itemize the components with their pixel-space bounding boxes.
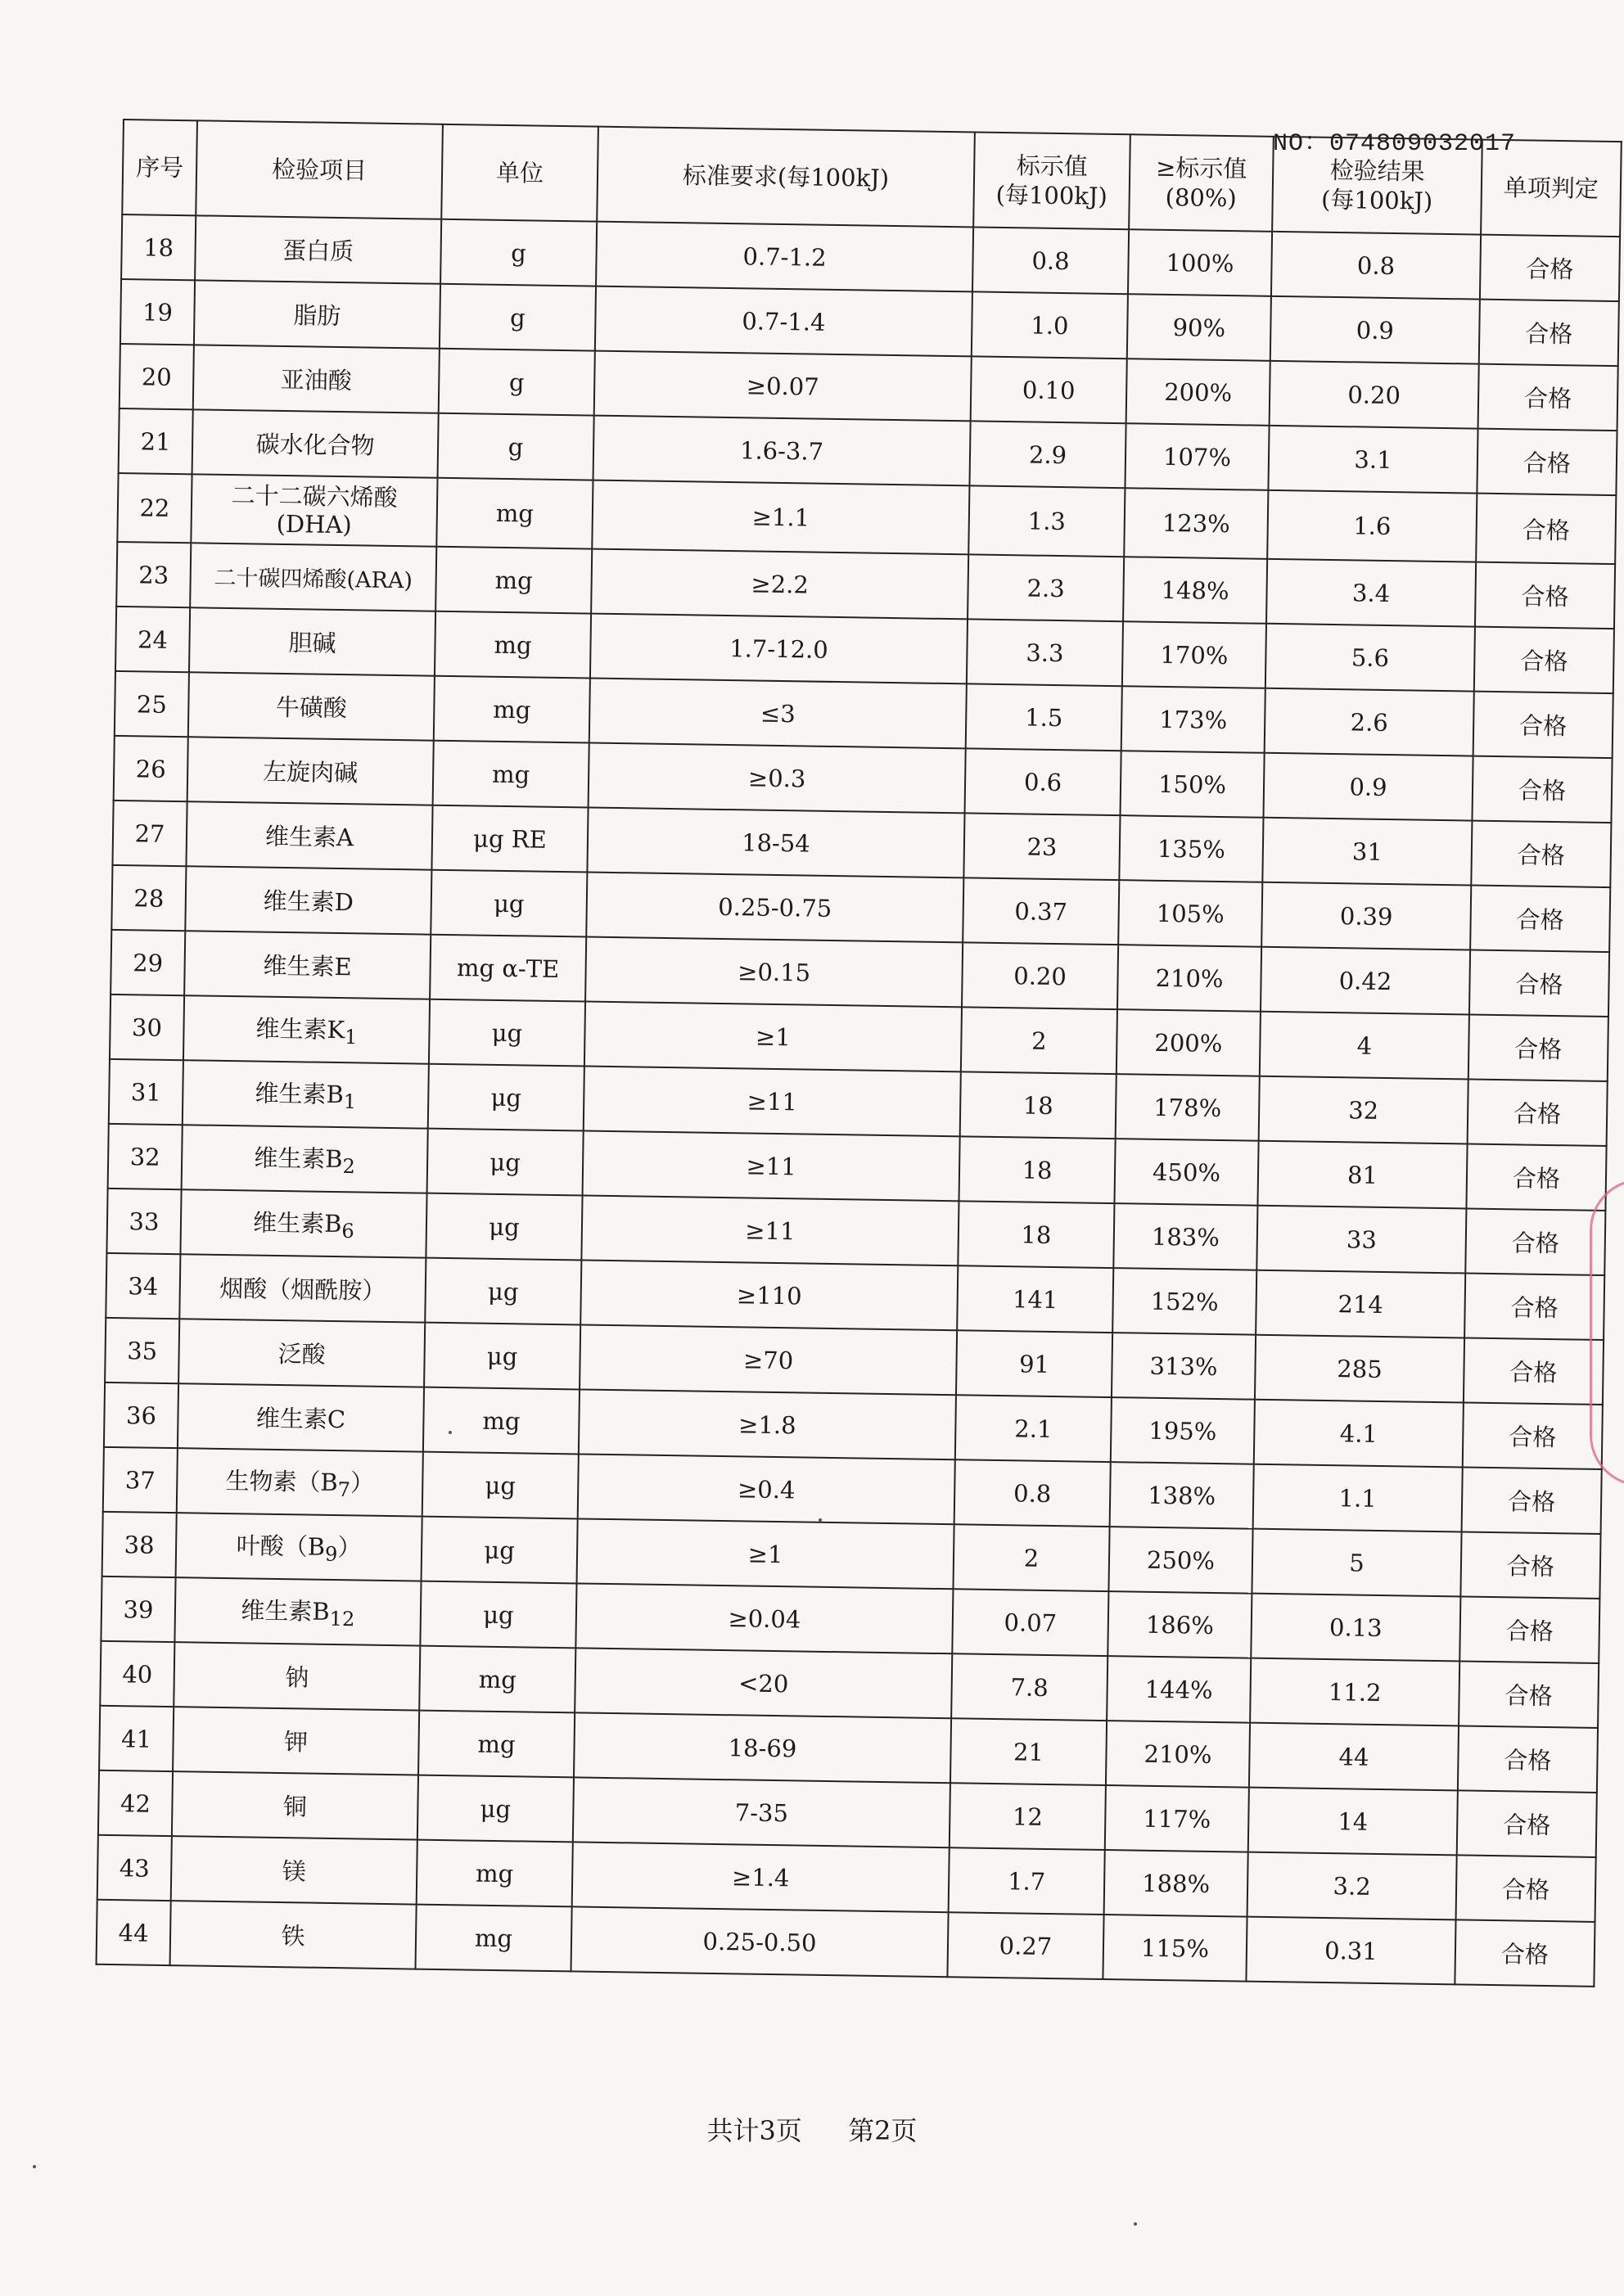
cell-unit: μg [417, 1775, 574, 1843]
cell-result: 81 [1257, 1141, 1467, 1209]
cell-seq: 34 [106, 1253, 180, 1319]
cell-requirement: <20 [575, 1648, 952, 1718]
cell-result: 0.13 [1251, 1594, 1460, 1662]
cell-label-value: 0.10 [971, 356, 1127, 423]
cell-item: 牛磺酸 [188, 672, 435, 740]
cell-result: 214 [1256, 1270, 1465, 1338]
cell-item-tail: ） [350, 1468, 375, 1497]
cell-judgement: 合格 [1455, 1919, 1595, 1987]
cell-requirement: 18-54 [587, 808, 964, 878]
cell-label-value: 91 [956, 1330, 1112, 1397]
cell-item [191, 474, 437, 546]
cell-item [182, 1125, 428, 1193]
cell-seq: 20 [120, 344, 194, 409]
cell-judgement: 合格 [1476, 494, 1616, 565]
cell-requirement: ≥0.15 [585, 937, 963, 1008]
cell-item [176, 1513, 422, 1581]
cell-judgement: 合格 [1477, 429, 1617, 496]
cell-result: 1.6 [1267, 490, 1477, 562]
cell-ratio: 152% [1112, 1268, 1256, 1335]
scan-speck [1134, 2222, 1137, 2226]
cell-item-text: 维生素B [241, 1596, 331, 1626]
header-ratio-line2: (80%) [1165, 183, 1238, 213]
header-judgement: 单项判定 [1481, 140, 1622, 237]
header-requirement: 标准要求(每100kJ) [597, 127, 975, 228]
cell-requirement: ≥0.4 [578, 1454, 955, 1524]
cell-label-value: 141 [957, 1265, 1113, 1333]
cell-result: 0.20 [1270, 361, 1479, 429]
cell-judgement: 合格 [1456, 1855, 1596, 1922]
cell-requirement: ≥110 [580, 1260, 958, 1330]
cell-judgement: 合格 [1460, 1531, 1600, 1599]
red-seal-stamp-edge [1590, 1179, 1624, 1486]
cell-ratio: 210% [1106, 1721, 1250, 1788]
cell-seq: 32 [108, 1124, 183, 1189]
cell-ratio: 135% [1119, 815, 1263, 882]
inspection-table [96, 119, 1622, 1987]
cell-label-value: 23 [963, 813, 1120, 880]
cell-item: 烟酸（烟酰胺） [179, 1254, 426, 1322]
cell-label-value: 0.8 [972, 227, 1129, 294]
cell-seq: 40 [100, 1641, 174, 1707]
cell-label-value: 2.3 [968, 554, 1124, 621]
cell-label-value: 12 [950, 1783, 1106, 1850]
cell-item-subscript: 1 [343, 1090, 357, 1114]
cell-unit: μg [429, 999, 585, 1067]
cell-result: 3.1 [1268, 426, 1477, 494]
cell-seq: 31 [109, 1059, 183, 1125]
cell-ratio: 144% [1107, 1656, 1251, 1723]
cell-result: 0.42 [1261, 947, 1470, 1015]
cell-label-value: 0.37 [963, 877, 1119, 945]
cell-item-text: 维生素B [255, 1079, 345, 1109]
cell-unit: μg [427, 1129, 584, 1196]
cell-item: 铁 [170, 1901, 417, 1969]
cell-seq: 26 [114, 736, 188, 801]
cell-label-value: 2 [961, 1007, 1117, 1074]
cell-unit: mg [435, 547, 592, 614]
cell-requirement: ≤3 [589, 679, 967, 749]
cell-label-value: 18 [960, 1071, 1116, 1139]
cell-result: 33 [1256, 1206, 1466, 1274]
cell-ratio: 115% [1103, 1915, 1247, 1982]
cell-seq: 24 [115, 607, 190, 672]
cell-ratio: 186% [1107, 1591, 1252, 1658]
header-unit: 单位 [441, 124, 598, 222]
cell-seq: 33 [106, 1189, 181, 1254]
cell-result: 4.1 [1254, 1400, 1464, 1468]
cell-unit: mg [418, 1711, 575, 1778]
cell-ratio: 90% [1127, 294, 1271, 361]
cell-item-subscript: 9 [324, 1542, 338, 1566]
cell-judgement: 合格 [1470, 886, 1610, 953]
cell-item: 亚油酸 [193, 345, 440, 413]
cell-ratio: 200% [1126, 359, 1270, 426]
cell-ratio: 173% [1121, 686, 1265, 753]
cell-unit: μg [422, 1517, 578, 1584]
cell-seq: 44 [97, 1900, 171, 1965]
scan-speck [449, 1431, 452, 1434]
scan-speck [33, 2165, 36, 2168]
cell-judgement: 合格 [1478, 364, 1618, 431]
cell-unit: mg [416, 1905, 572, 1972]
cell-requirement: ≥1.4 [572, 1842, 950, 1912]
cell-item [174, 1577, 421, 1645]
cell-requirement: 0.7-1.4 [595, 286, 972, 357]
cell-result: 0.39 [1261, 882, 1471, 950]
cell-result: 3.2 [1247, 1852, 1457, 1920]
cell-result: 44 [1249, 1723, 1459, 1791]
cell-label-value: 2 [953, 1524, 1109, 1591]
cell-result: 1.1 [1253, 1464, 1463, 1532]
cell-judgement: 合格 [1462, 1467, 1602, 1534]
cell-item-tail: ） [337, 1533, 362, 1562]
cell-requirement: ≥0.07 [594, 351, 972, 422]
cell-requirement: 0.7-1.2 [596, 222, 973, 292]
cell-unit: μg [428, 1064, 584, 1131]
cell-item-text: 维生素B [254, 1143, 343, 1174]
cell-item-subscript: 2 [342, 1155, 356, 1179]
cell-seq: 29 [111, 930, 185, 995]
cell-ratio: 117% [1105, 1785, 1249, 1852]
cell-seq: 21 [119, 408, 193, 474]
cell-result: 2.6 [1265, 688, 1474, 756]
inspection-sheet [96, 119, 1622, 1987]
cell-result: 0.9 [1270, 296, 1480, 364]
cell-label-value: 0.27 [947, 1912, 1103, 1979]
cell-requirement: 1.6-3.7 [593, 416, 971, 486]
cell-judgement: 合格 [1474, 627, 1614, 694]
cell-result: 14 [1248, 1788, 1458, 1856]
cell-item [183, 995, 430, 1063]
cell-result: 5 [1252, 1529, 1461, 1597]
cell-seq: 38 [102, 1512, 177, 1577]
cell-unit: μg [420, 1581, 576, 1649]
cell-judgement: 合格 [1457, 1790, 1597, 1857]
cell-ratio: 170% [1122, 621, 1266, 688]
cell-item: 泛酸 [178, 1319, 425, 1387]
cell-judgement: 合格 [1463, 1402, 1603, 1469]
report-number: NO：074809032017 [1273, 130, 1517, 158]
header-result-line1: 检验结果 [1329, 156, 1425, 186]
cell-item: 维生素E [184, 931, 431, 999]
cell-label-value: 0.8 [954, 1459, 1111, 1527]
header-result [1272, 137, 1482, 235]
cell-ratio: 100% [1128, 229, 1272, 296]
page-footer [0, 2110, 1624, 2148]
cell-item-text: 叶酸（B [236, 1531, 326, 1561]
cell-seq: 36 [104, 1383, 178, 1448]
cell-requirement: 0.25-0.75 [586, 873, 963, 943]
cell-seq: 22 [117, 473, 192, 543]
cell-requirement: ≥11 [581, 1195, 959, 1265]
cell-item-subscript: 12 [329, 1607, 355, 1631]
table-body [97, 214, 1621, 1987]
cell-requirement: ≥1 [577, 1518, 954, 1589]
cell-ratio: 148% [1123, 557, 1267, 624]
header-result-line2: (每100kJ) [1320, 185, 1433, 215]
cell-judgement: 合格 [1464, 1273, 1604, 1340]
cell-result: 3.4 [1266, 559, 1476, 627]
cell-requirement: 18-69 [574, 1712, 951, 1783]
cell-unit: μg RE [431, 805, 588, 873]
cell-requirement: 7-35 [573, 1777, 950, 1847]
cell-unit: μg [424, 1323, 580, 1390]
header-label-value-line2: (每100kJ) [995, 180, 1108, 210]
cell-requirement: ≥1 [584, 1002, 962, 1072]
header-label-value [973, 132, 1130, 229]
cell-unit: μg [425, 1258, 581, 1325]
cell-requirement: 0.25-0.50 [571, 1906, 948, 1977]
cell-ratio: 195% [1111, 1397, 1255, 1464]
cell-judgement: 合格 [1468, 1015, 1608, 1082]
total-pages: 共计3页 [706, 2115, 802, 2146]
cell-item: 铜 [172, 1771, 418, 1839]
cell-judgement: 合格 [1480, 235, 1620, 302]
cell-result: 0.31 [1246, 1917, 1455, 1985]
cell-result: 4 [1260, 1012, 1469, 1080]
cell-seq: 35 [105, 1318, 179, 1383]
current-page: 第2页 [848, 2115, 918, 2146]
cell-unit: mg [417, 1840, 573, 1907]
cell-label-value: 0.07 [952, 1589, 1108, 1656]
cell-ratio: 183% [1113, 1203, 1257, 1270]
cell-item-subscript: 7 [337, 1477, 351, 1502]
cell-seq: 41 [99, 1706, 174, 1771]
cell-seq: 30 [110, 995, 184, 1060]
cell-label-value: 21 [950, 1718, 1107, 1785]
cell-unit: μg [426, 1193, 582, 1261]
cell-requirement: ≥2.2 [591, 549, 968, 620]
cell-ratio: 210% [1117, 945, 1261, 1012]
cell-requirement: ≥1.8 [579, 1389, 956, 1459]
cell-label-value: 3.3 [967, 619, 1123, 686]
cell-requirement: ≥70 [580, 1324, 957, 1395]
cell-unit: g [440, 284, 596, 351]
cell-judgement: 合格 [1459, 1596, 1599, 1663]
cell-unit: mg [435, 611, 591, 679]
cell-item-subscript: 6 [341, 1220, 354, 1243]
cell-unit: mg [433, 741, 589, 808]
cell-label-value: 0.20 [962, 942, 1118, 1009]
cell-result: 285 [1255, 1335, 1464, 1403]
cell-item: 维生素A [186, 801, 432, 869]
cell-label-value: 18 [958, 1201, 1114, 1268]
cell-label-value: 7.8 [951, 1653, 1107, 1721]
cell-item: 钾 [173, 1707, 419, 1775]
cell-unit: g [440, 219, 597, 286]
cell-unit: g [439, 349, 595, 416]
cell-judgement: 合格 [1464, 1337, 1604, 1405]
cell-unit: mg [434, 676, 590, 743]
cell-seq: 43 [97, 1835, 172, 1901]
cell-result: 11.2 [1250, 1658, 1459, 1726]
cell-seq: 18 [121, 214, 196, 280]
cell-requirement: ≥1.1 [592, 480, 969, 555]
cell-judgement: 合格 [1475, 562, 1615, 629]
cell-item: 胆碱 [189, 607, 435, 675]
cell-judgement: 合格 [1459, 1661, 1599, 1728]
cell-judgement: 合格 [1466, 1144, 1606, 1211]
cell-requirement: ≥0.04 [575, 1583, 953, 1653]
cell-label-value: 2.9 [969, 421, 1126, 488]
cell-ratio: 250% [1108, 1527, 1252, 1594]
cell-requirement: ≥11 [583, 1130, 960, 1201]
cell-ratio: 200% [1116, 1009, 1261, 1076]
cell-seq: 27 [112, 801, 187, 866]
cell-result: 5.6 [1265, 624, 1475, 692]
cell-ratio: 178% [1116, 1074, 1260, 1141]
header-seq: 序号 [122, 120, 197, 215]
cell-item-text: 生物素（B [225, 1467, 339, 1497]
cell-item: 二十碳四烯酸(ARA) [190, 543, 436, 611]
cell-item: 维生素C [178, 1383, 424, 1451]
cell-judgement: 合格 [1479, 300, 1619, 367]
cell-result: 31 [1262, 818, 1472, 886]
cell-unit: mg [419, 1646, 575, 1713]
cell-result: 32 [1259, 1076, 1468, 1144]
cell-label-value: 1.7 [949, 1847, 1105, 1915]
cell-judgement: 合格 [1472, 756, 1612, 823]
cell-judgement: 合格 [1469, 950, 1609, 1017]
cell-ratio: 107% [1125, 423, 1269, 490]
cell-judgement: 合格 [1468, 1080, 1608, 1147]
cell-judgement: 合格 [1471, 821, 1611, 888]
cell-requirement: 1.7-12.0 [590, 614, 968, 684]
cell-item: 镁 [171, 1836, 417, 1904]
cell-item-line2: (DHA) [276, 509, 352, 539]
cell-ratio: 138% [1110, 1462, 1254, 1529]
cell-item [177, 1448, 423, 1516]
header-ratio [1129, 134, 1274, 232]
cell-seq: 19 [120, 279, 195, 345]
cell-ratio: 188% [1104, 1850, 1248, 1917]
cell-unit: μg [422, 1452, 579, 1519]
scan-speck [819, 1518, 822, 1522]
cell-result: 0.8 [1271, 232, 1481, 300]
cell-ratio: 313% [1112, 1333, 1256, 1400]
cell-seq: 23 [116, 542, 191, 607]
cell-ratio: 123% [1124, 488, 1268, 559]
header-item: 检验项目 [196, 120, 443, 219]
cell-unit: mg [436, 478, 593, 549]
cell-unit: mg [423, 1387, 580, 1455]
cell-seq: 42 [98, 1770, 173, 1836]
cell-requirement: ≥11 [584, 1066, 961, 1136]
cell-unit: μg [431, 870, 587, 937]
cell-label-value: 1.5 [966, 683, 1122, 751]
cell-item: 脂肪 [194, 280, 440, 348]
cell-label-value: 0.6 [965, 748, 1121, 815]
cell-item-text: 维生素K [255, 1014, 345, 1044]
cell-item: 钠 [174, 1642, 420, 1710]
cell-requirement: ≥0.3 [589, 743, 966, 814]
cell-unit: g [438, 413, 594, 480]
cell-label-value: 18 [959, 1136, 1115, 1203]
cell-item [180, 1189, 426, 1257]
cell-label-value: 2.1 [955, 1395, 1112, 1462]
cell-result: 0.9 [1263, 753, 1473, 821]
cell-ratio: 150% [1121, 751, 1265, 818]
cell-ratio: 450% [1114, 1139, 1258, 1206]
cell-label-value: 1.3 [968, 485, 1125, 557]
cell-item-subscript: 1 [344, 1026, 358, 1049]
cell-seq: 39 [101, 1577, 175, 1642]
cell-unit: mg α-TE [430, 935, 586, 1002]
header-label-value-line1: 标示值 [1016, 151, 1089, 181]
cell-item: 碳水化合物 [192, 409, 439, 477]
cell-seq: 37 [103, 1447, 178, 1513]
cell-judgement: 合格 [1465, 1208, 1605, 1275]
cell-item: 维生素D [185, 866, 431, 934]
cell-item: 左旋肉碱 [187, 737, 434, 805]
cell-item: 蛋白质 [195, 215, 441, 283]
cell-ratio: 105% [1118, 880, 1262, 947]
cell-seq: 28 [111, 865, 186, 931]
cell-judgement: 合格 [1473, 692, 1613, 759]
cell-seq: 25 [115, 671, 189, 737]
header-ratio-line1: ≥标示值 [1155, 153, 1247, 183]
cell-item-text: 维生素B [252, 1208, 342, 1238]
cell-item-line1: 二十二碳六烯酸 [231, 481, 398, 512]
cell-item [183, 1060, 429, 1128]
cell-judgement: 合格 [1458, 1725, 1598, 1793]
cell-label-value: 1.0 [972, 291, 1128, 359]
